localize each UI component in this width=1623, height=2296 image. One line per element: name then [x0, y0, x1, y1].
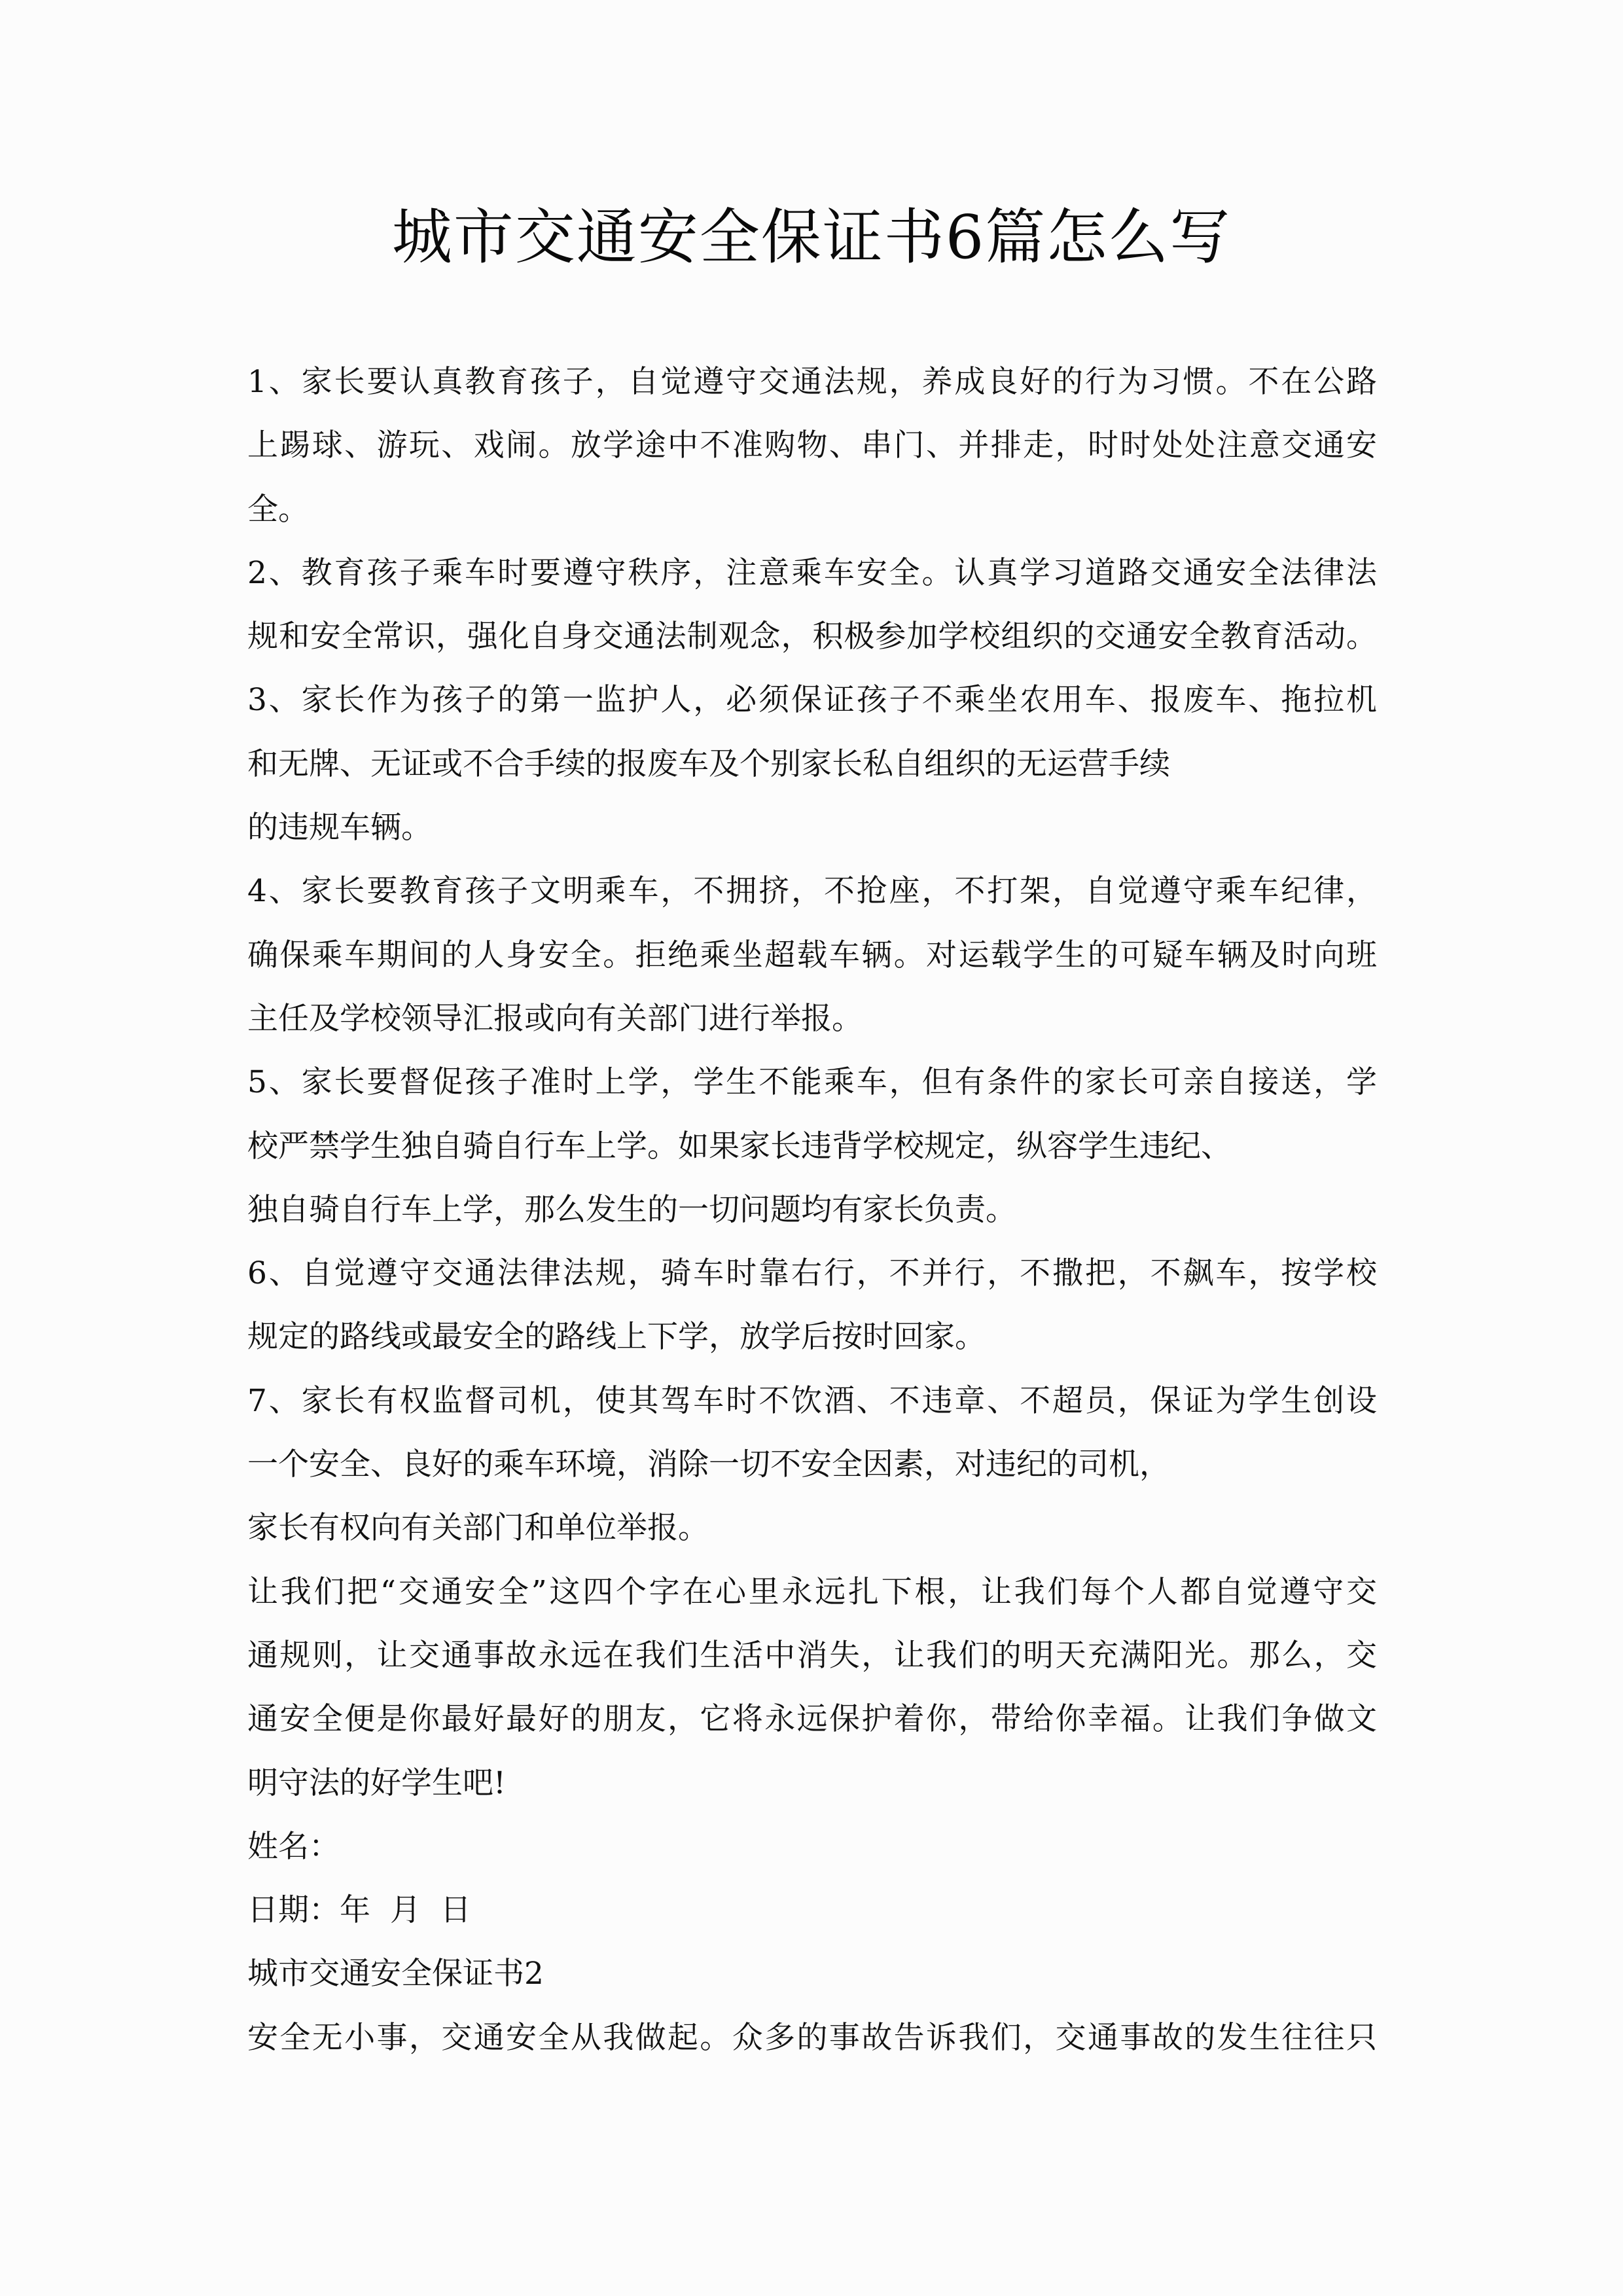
text-line: 3、家长作为孩子的第一监护人，必须保证孩子不乘坐农用车、报废车、拖拉机: [247, 682, 1377, 719]
text-line: 2、教育孩子乘车时要遵守秩序，注意乘车安全。认真学习道路交通安全法律法: [247, 554, 1377, 591]
text-line: 1、家长要认真教育孩子，自觉遵守交通法规，养成良好的行为习惯。不在公路: [247, 364, 1377, 400]
text-line: 规定的路线或最安全的路线上下学，放学后按时回家。: [247, 1319, 986, 1355]
text-line: 全。: [247, 491, 309, 528]
signature-date: [247, 1878, 1377, 1942]
section-2-paragraph: [247, 2006, 1377, 2070]
pledge-item-4: [247, 859, 1377, 1050]
text-line: 4、家长要教育孩子文明乘车，不拥挤，不抢座，不打架，自觉遵守乘车纪律，: [247, 873, 1377, 910]
text-line: 校严禁学生独自骑自行车上学。如果家长违背学校规定，纵容学生违纪、: [247, 1128, 1232, 1164]
text-line: 确保乘车期间的人身安全。拒绝乘坐超载车辆。对运载学生的可疑车辆及时向班: [247, 937, 1377, 973]
text-line: 通安全便是你最好最好的朋友，它将永远保护着你，带给你幸福。让我们争做文: [247, 1701, 1377, 1738]
text-line: 安全无小事，交通安全从我做起。众多的事故告诉我们，交通事故的发生往往只: [247, 2019, 1377, 2056]
text-line: 主任及学校领导汇报或向有关部门进行举报。: [247, 1000, 863, 1037]
date-row: [247, 1878, 1377, 1942]
name-label: 姓名：: [247, 1828, 340, 1865]
text-line: 的违规车辆。: [247, 810, 432, 846]
text-line: 通规则，让交通事故永远在我们生活中消失，让我们的明天充满阳光。那么，交: [247, 1637, 1377, 1674]
text-line: 让我们把“交通安全”这四个字在心里永远扎下根，让我们每个人都自觉遵守交: [247, 1573, 1377, 1610]
text-line: 7、家长有权监督司机，使其驾车时不饮酒、不违章、不超员，保证为学生创设: [247, 1382, 1377, 1419]
closing-paragraph: [247, 1560, 1377, 1815]
text-line: 一个安全、良好的乘车环境，消除一切不安全因素，对违纪的司机，: [247, 1446, 1170, 1483]
pledge-item-3: [247, 668, 1377, 859]
text-line: 5、家长要督促孩子准时上学，学生不能乘车，但有条件的家长可亲自接送，学: [247, 1064, 1377, 1101]
text-line: 家长有权向有关部门和单位举报。: [247, 1510, 709, 1547]
document-title: 城市交通安全保证书6篇怎么写: [391, 202, 1232, 272]
pledge-item-5: [247, 1050, 1377, 1242]
text-line: 6、自觉遵守交通法律法规，骑车时靠右行，不并行，不撒把，不飙车，按学校: [247, 1255, 1377, 1292]
pledge-item-1: [247, 350, 1377, 541]
section-2-heading: [247, 1942, 1377, 2005]
date-fields: 年 月 日: [340, 1892, 471, 1929]
date-label: 日期：: [247, 1892, 340, 1929]
text-line: 和无牌、无证或不合手续的报废车及个别家长私自组织的无运营手续: [247, 745, 1170, 782]
section-heading: 城市交通安全保证书2: [247, 1956, 544, 1992]
text-line: 上踢球、游玩、戏闹。放学途中不准购物、串门、并排走，时时处处注意交通安: [247, 427, 1377, 464]
pledge-item-2: [247, 541, 1377, 669]
text-line: 明守法的好学生吧!: [247, 1765, 506, 1801]
pledge-item-6: [247, 1242, 1377, 1369]
text-line: 独自骑自行车上学，那么发生的一切问题均有家长负责。: [247, 1191, 1016, 1228]
signature-name: [247, 1815, 1377, 1878]
text-line: 规和安全常识，强化自身交通法制观念，积极参加学校组织的交通安全教育活动。: [247, 619, 1377, 655]
pledge-item-7: [247, 1369, 1377, 1560]
document-body: [247, 350, 1377, 2070]
